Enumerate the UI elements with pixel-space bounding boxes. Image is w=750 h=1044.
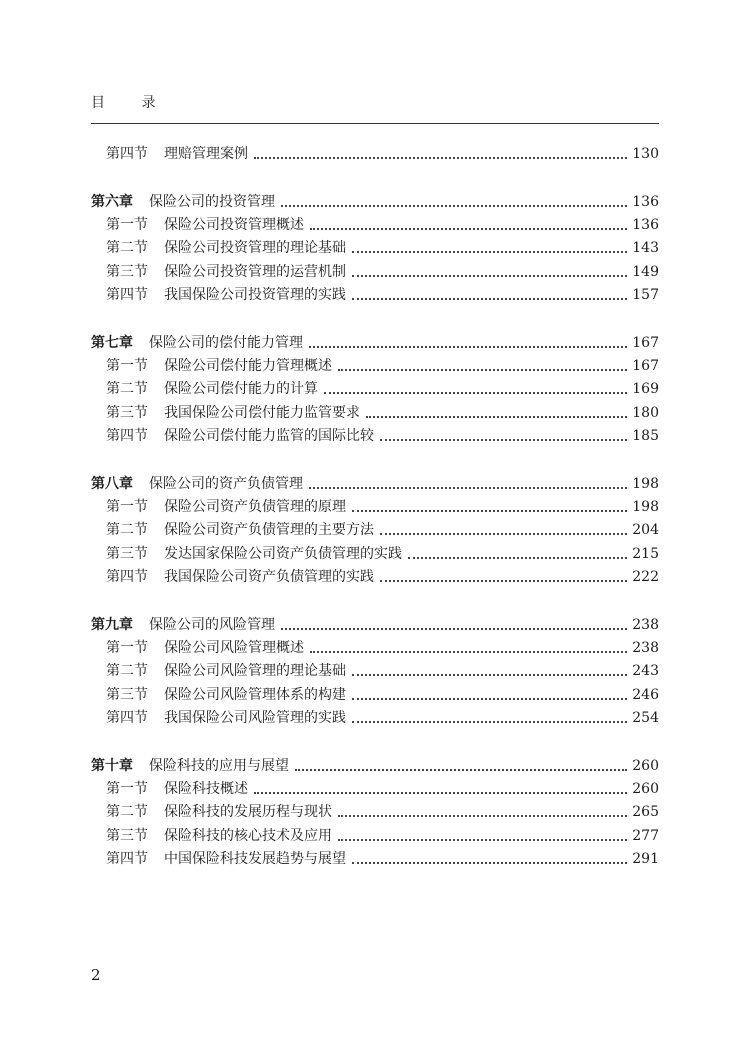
toc-section-entry[interactable] [106, 685, 659, 705]
toc-section-entry[interactable] [106, 779, 659, 799]
toc-entry-label: 第二节 [106, 240, 148, 257]
toc-entry-page-number: 180 [632, 404, 659, 421]
toc-section-entry[interactable] [106, 215, 659, 235]
toc-entry-page-number: 243 [632, 663, 659, 680]
dot-leader [310, 651, 627, 653]
toc-entry-page-number: 291 [632, 851, 659, 867]
header-divider [91, 123, 659, 124]
toc-section-entry[interactable] [106, 661, 659, 681]
toc-entry-page-number: 260 [632, 781, 659, 798]
toc-entry-label: 第一节 [106, 781, 148, 798]
dot-leader [380, 533, 627, 535]
dot-leader [352, 275, 627, 277]
toc-section-entry[interactable] [106, 567, 659, 587]
toc-entry-title: 我国保险公司风险管理的实践 [164, 710, 346, 726]
toc-section-entry[interactable] [106, 802, 659, 822]
toc-entry-page-number: 222 [632, 569, 659, 585]
toc-entry-page-number: 167 [632, 358, 659, 375]
toc-entry-label: 第四节 [106, 146, 148, 162]
toc-entry-title: 保险科技的应用与展望 [149, 757, 289, 774]
toc-section-entry[interactable] [106, 285, 659, 305]
toc-entry-title: 保险公司偿付能力的计算 [164, 381, 318, 398]
toc-entry-title: 保险公司的资产负债管理 [149, 475, 303, 492]
dot-leader [352, 674, 627, 676]
toc-entry-title: 保险公司投资管理的运营机制 [164, 263, 346, 280]
toc-entry-page-number: 238 [632, 640, 659, 657]
toc-entry-title: 保险公司资产负债管理的原理 [164, 499, 346, 516]
toc-entry-title: 保险公司风险管理概述 [164, 640, 304, 657]
dot-leader [352, 698, 627, 700]
toc-entry-page-number: 167 [632, 334, 659, 351]
dot-leader [352, 862, 627, 864]
toc-entry-title: 保险公司风险管理体系的构建 [164, 686, 346, 703]
toc-section-entry[interactable] [106, 403, 659, 423]
dot-leader [338, 839, 627, 841]
toc-entry-label: 第一节 [106, 499, 148, 516]
toc-entry-page-number: 198 [632, 499, 659, 516]
toc-entry-label: 第三节 [106, 827, 148, 844]
toc-entry-page-number: 204 [632, 522, 659, 539]
toc-entry-label: 第四节 [106, 569, 148, 585]
page-number: 2 [91, 966, 101, 984]
toc-entry-label: 第九章 [91, 616, 133, 633]
toc-section-entry[interactable] [106, 826, 659, 846]
toc-entry-title: 发达国家保险公司资产负债管理的实践 [164, 545, 402, 562]
toc-entry-label: 第一节 [106, 358, 148, 375]
toc-section-entry[interactable] [106, 497, 659, 517]
dot-leader [380, 580, 627, 582]
toc-entry-page-number: 157 [632, 287, 659, 303]
dot-leader [352, 251, 627, 253]
dot-leader [309, 346, 627, 348]
toc-entry-title: 我国保险公司偿付能力监管要求 [164, 404, 360, 421]
dot-leader [352, 298, 627, 300]
dot-leader [352, 721, 627, 723]
toc-entry-title: 中国保险科技发展趋势与展望 [164, 851, 346, 867]
toc-entry-page-number: 277 [632, 827, 659, 844]
toc-section-entry[interactable] [106, 638, 659, 658]
toc-entry-label: 第四节 [106, 428, 148, 444]
toc-section-entry[interactable] [106, 426, 659, 446]
toc-entry-page-number: 215 [632, 545, 659, 562]
toc-section-entry[interactable] [106, 544, 659, 564]
dot-leader [254, 157, 627, 159]
toc-entry-label: 第一节 [106, 640, 148, 657]
toc-section-entry[interactable] [106, 144, 659, 164]
toc-entry-label: 第一节 [106, 217, 148, 234]
toc-entry-page-number: 238 [632, 616, 659, 633]
toc-section-entry[interactable] [106, 708, 659, 728]
toc-entry-title: 保险科技的核心技术及应用 [164, 827, 332, 844]
toc-entry-page-number: 136 [632, 193, 659, 210]
toc-entry-page-number: 254 [632, 710, 659, 726]
toc-entry-label: 第二节 [106, 804, 148, 821]
dot-leader [366, 416, 627, 418]
toc-entry-page-number: 149 [632, 263, 659, 280]
dot-leader [408, 557, 627, 559]
toc-entry-title: 我国保险公司投资管理的实践 [164, 287, 346, 303]
toc-section-entry[interactable] [106, 238, 659, 258]
toc-entry-label: 第三节 [106, 263, 148, 280]
toc-entry-page-number: 130 [632, 146, 659, 162]
toc-entry-page-number: 136 [632, 217, 659, 234]
toc-entry-label: 第十章 [91, 757, 133, 774]
toc-entry-title: 我国保险公司资产负债管理的实践 [164, 569, 374, 585]
toc-chapter-entry[interactable] [91, 756, 659, 776]
dot-leader [309, 487, 627, 489]
toc-entry-title: 保险公司的偿付能力管理 [149, 334, 303, 351]
toc-entry-title: 保险科技的发展历程与现状 [164, 804, 332, 821]
toc-section-entry[interactable] [106, 520, 659, 540]
toc-entry-label: 第四节 [106, 710, 148, 726]
toc-entry-title: 保险公司投资管理的理论基础 [164, 240, 346, 257]
toc-entry-label: 第六章 [91, 193, 133, 210]
toc-entry-page-number: 143 [632, 240, 659, 257]
dot-leader [281, 205, 627, 207]
toc-section-entry[interactable] [106, 356, 659, 376]
toc-entry-title: 保险公司的风险管理 [149, 616, 275, 633]
toc-section-entry[interactable] [106, 379, 659, 399]
toc-entry-label: 第四节 [106, 287, 148, 303]
dot-leader [338, 815, 627, 817]
toc-entry-page-number: 169 [632, 381, 659, 398]
toc-entry-page-number: 265 [632, 804, 659, 821]
dot-leader [352, 510, 627, 512]
toc-entry-title: 保险公司的投资管理 [149, 193, 275, 210]
toc-entry-title: 保险公司投资管理概述 [164, 217, 304, 234]
toc-entry-label: 第八章 [91, 475, 133, 492]
toc-section-entry[interactable] [106, 849, 659, 869]
toc-chapter-entry[interactable] [91, 333, 659, 353]
toc-entry-page-number: 246 [632, 686, 659, 703]
toc-entry-title: 保险科技概述 [164, 781, 248, 798]
toc-chapter-entry[interactable] [91, 474, 659, 494]
dot-leader [338, 369, 627, 371]
toc-entry-title: 保险公司资产负债管理的主要方法 [164, 522, 374, 539]
toc-entry-page-number: 260 [632, 757, 659, 774]
toc-entry-label: 第三节 [106, 404, 148, 421]
toc-entry-label: 第二节 [106, 381, 148, 398]
toc-entry-label: 第三节 [106, 686, 148, 703]
toc-entry-title: 保险公司偿付能力监管的国际比较 [164, 428, 374, 444]
dot-leader [295, 769, 627, 771]
dot-leader [324, 392, 627, 394]
dot-leader [380, 439, 627, 441]
toc-chapter-entry[interactable] [91, 615, 659, 635]
toc-entry-title: 保险公司风险管理的理论基础 [164, 663, 346, 680]
toc-entry-title: 理赔管理案例 [164, 146, 248, 162]
toc-entry-label: 第二节 [106, 522, 148, 539]
toc-entry-label: 第七章 [91, 334, 133, 351]
toc-chapter-entry[interactable] [91, 192, 659, 212]
toc-entry-label: 第四节 [106, 851, 148, 867]
dot-leader [254, 792, 627, 794]
toc-entry-page-number: 185 [632, 428, 659, 444]
dot-leader [310, 228, 627, 230]
page-header-title: 目 录 [91, 95, 172, 111]
toc-entry-label: 第二节 [106, 663, 148, 680]
toc-entry-title: 保险公司偿付能力管理概述 [164, 358, 332, 375]
dot-leader [281, 628, 627, 630]
toc-section-entry[interactable] [106, 262, 659, 282]
toc-entry-label: 第三节 [106, 545, 148, 562]
toc-entry-page-number: 198 [632, 475, 659, 492]
